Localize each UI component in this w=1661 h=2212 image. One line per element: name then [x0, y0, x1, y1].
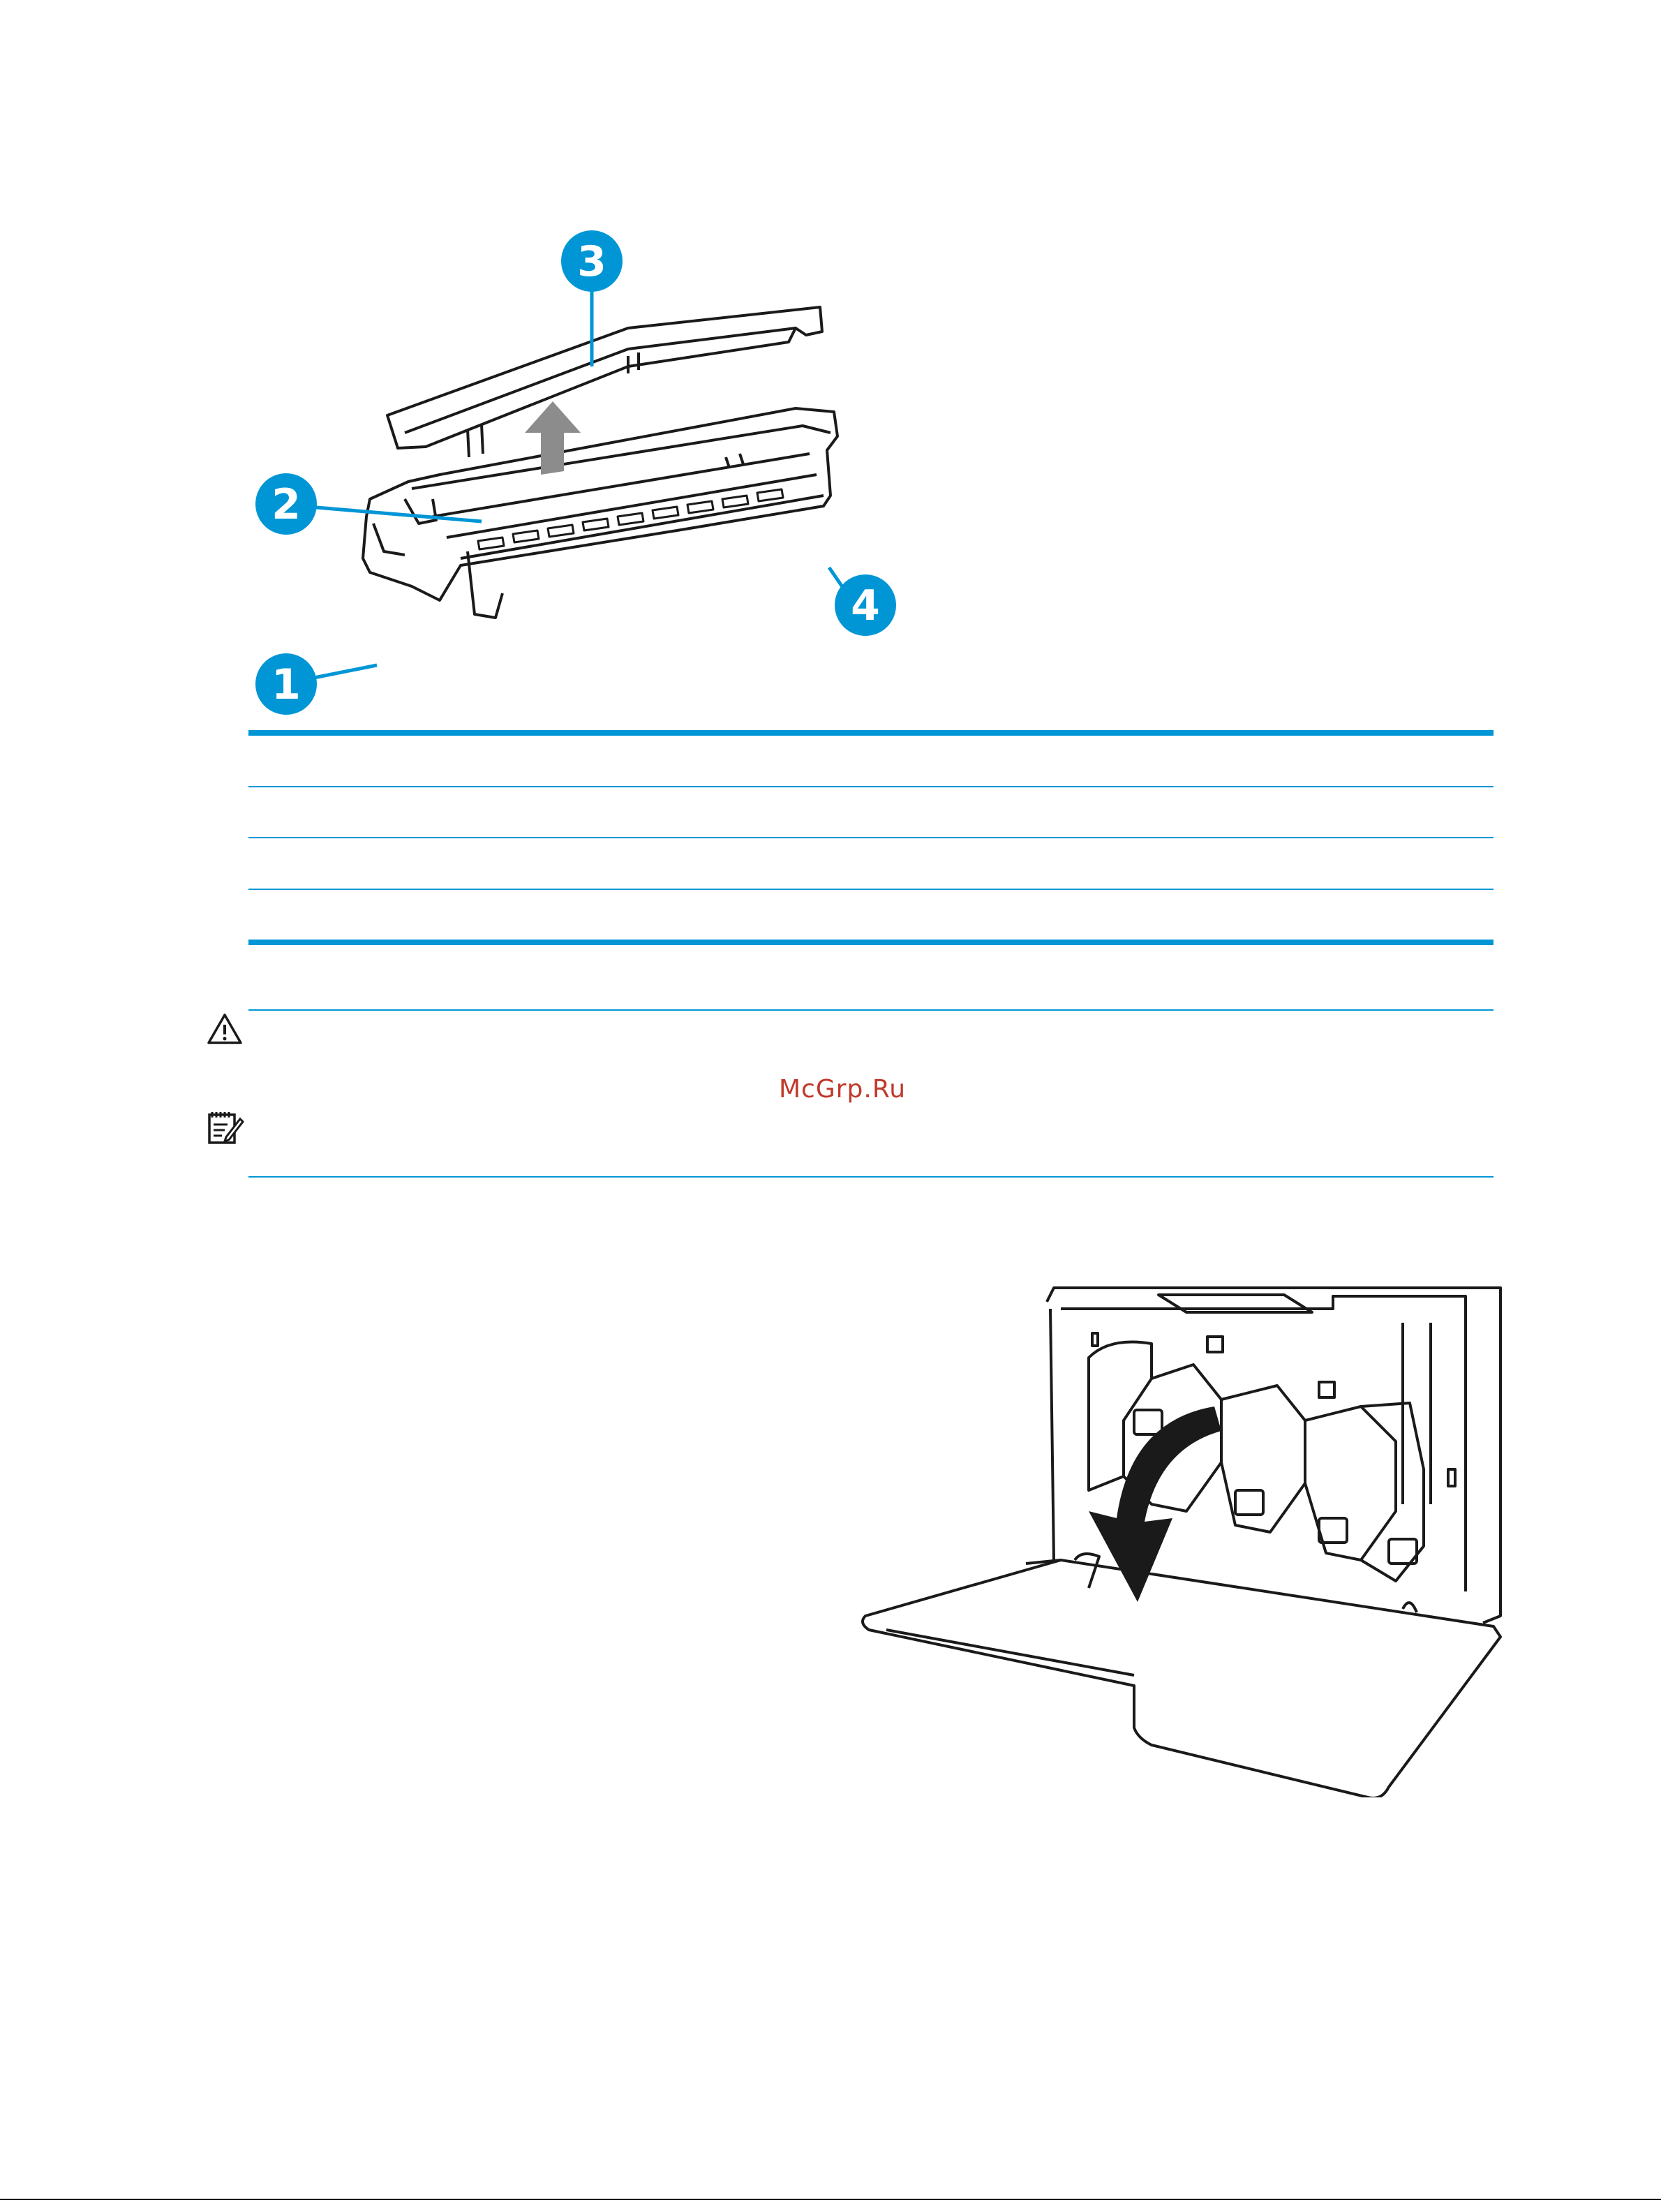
svg-text:2: 2 [271, 480, 301, 529]
warning-triangle-icon [207, 1012, 243, 1046]
table-bottom-rule [248, 940, 1494, 945]
notice-top-rule [248, 1009, 1494, 1011]
callout-3 [561, 230, 623, 292]
svg-text:4: 4 [851, 581, 880, 630]
callout-1 [255, 653, 317, 715]
front-door [863, 1560, 1500, 1797]
footer-rule [0, 2199, 1661, 2200]
svg-text:3: 3 [577, 237, 606, 286]
protective-cover [387, 307, 822, 448]
toner-slot [1361, 1403, 1424, 1581]
svg-text:1: 1 [271, 660, 301, 709]
note-pad-icon [207, 1109, 244, 1147]
toner-cartridge-figure [237, 223, 935, 726]
table-row-rule [248, 889, 1494, 890]
printer-front-door-figure [858, 1281, 1514, 1797]
table-row-rule [248, 786, 1494, 787]
callout-2 [255, 473, 317, 535]
watermark-text: McGrp.Ru [778, 1075, 907, 1104]
table-row-rule [248, 837, 1494, 838]
notice-bottom-rule [248, 1176, 1494, 1178]
table-top-rule [248, 730, 1494, 736]
callout-4 [835, 574, 896, 636]
